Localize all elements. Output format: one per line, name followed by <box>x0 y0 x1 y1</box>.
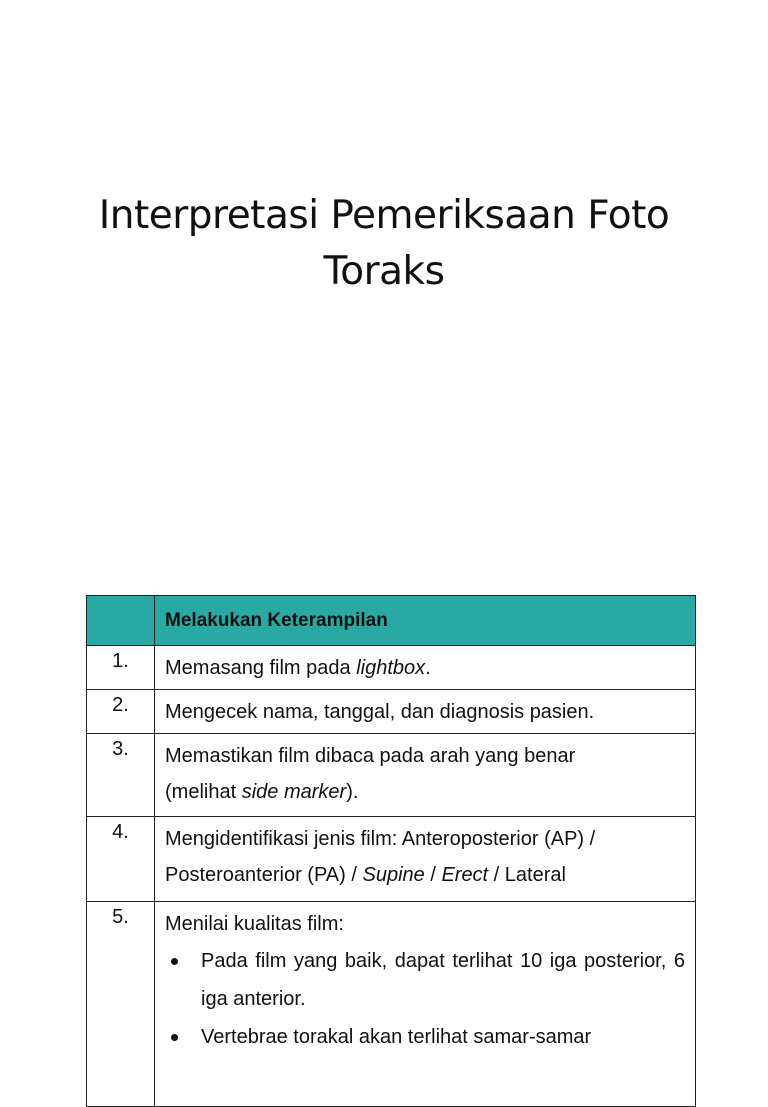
table-row <box>87 902 696 1107</box>
row-text: Menilai kualitas film: <box>165 913 344 935</box>
row-number: 4. <box>87 817 155 902</box>
row-number: 5. <box>87 902 155 1107</box>
row-text-cell <box>155 902 696 1107</box>
slide-title-line-1: Interpretasi Pemeriksaan Foto <box>98 193 670 238</box>
bullet-list <box>165 942 685 1056</box>
row-text-cell <box>155 646 696 690</box>
bullet-item: Vertebrae torakal akan terlihat samar-samar <box>165 1018 685 1056</box>
table-row <box>87 690 696 734</box>
table-row <box>87 646 696 690</box>
row-text: Mengecek nama, tanggal, dan diagnosis pasien. <box>165 701 595 723</box>
row-number: 2. <box>87 690 155 734</box>
row-text-cell <box>155 734 696 817</box>
table-row <box>87 817 696 902</box>
row-text: Memasang film pada lightbox. <box>165 657 431 679</box>
header-number-cell <box>87 596 155 646</box>
row-text-cell <box>155 690 696 734</box>
row-text: Mengidentifikasi jenis film: Anteroposterior (AP) / Posteroanterior (PA) / Supine / Erect / Lateral <box>165 828 596 886</box>
bullet-icon <box>171 1034 178 1041</box>
header-label: Melakukan Keterampilan <box>165 610 388 631</box>
table-row <box>87 734 696 817</box>
bullet-icon <box>171 958 178 965</box>
row-number: 1. <box>87 646 155 690</box>
table-header-row <box>87 596 696 646</box>
row-text: Memastikan film dibaca pada arah yang benar (melihat side marker). <box>165 745 576 803</box>
skills-table-container <box>86 595 696 1048</box>
slide-title <box>40 188 728 300</box>
bullet-item: Pada film yang baik, dapat terlihat 10 iga posterior, 6 iga anterior. <box>165 942 685 1018</box>
row-text-cell <box>155 817 696 902</box>
row-number: 3. <box>87 734 155 817</box>
slide-title-line-2: Toraks <box>323 249 445 294</box>
skills-table <box>86 595 696 1107</box>
header-label-cell <box>155 596 696 646</box>
